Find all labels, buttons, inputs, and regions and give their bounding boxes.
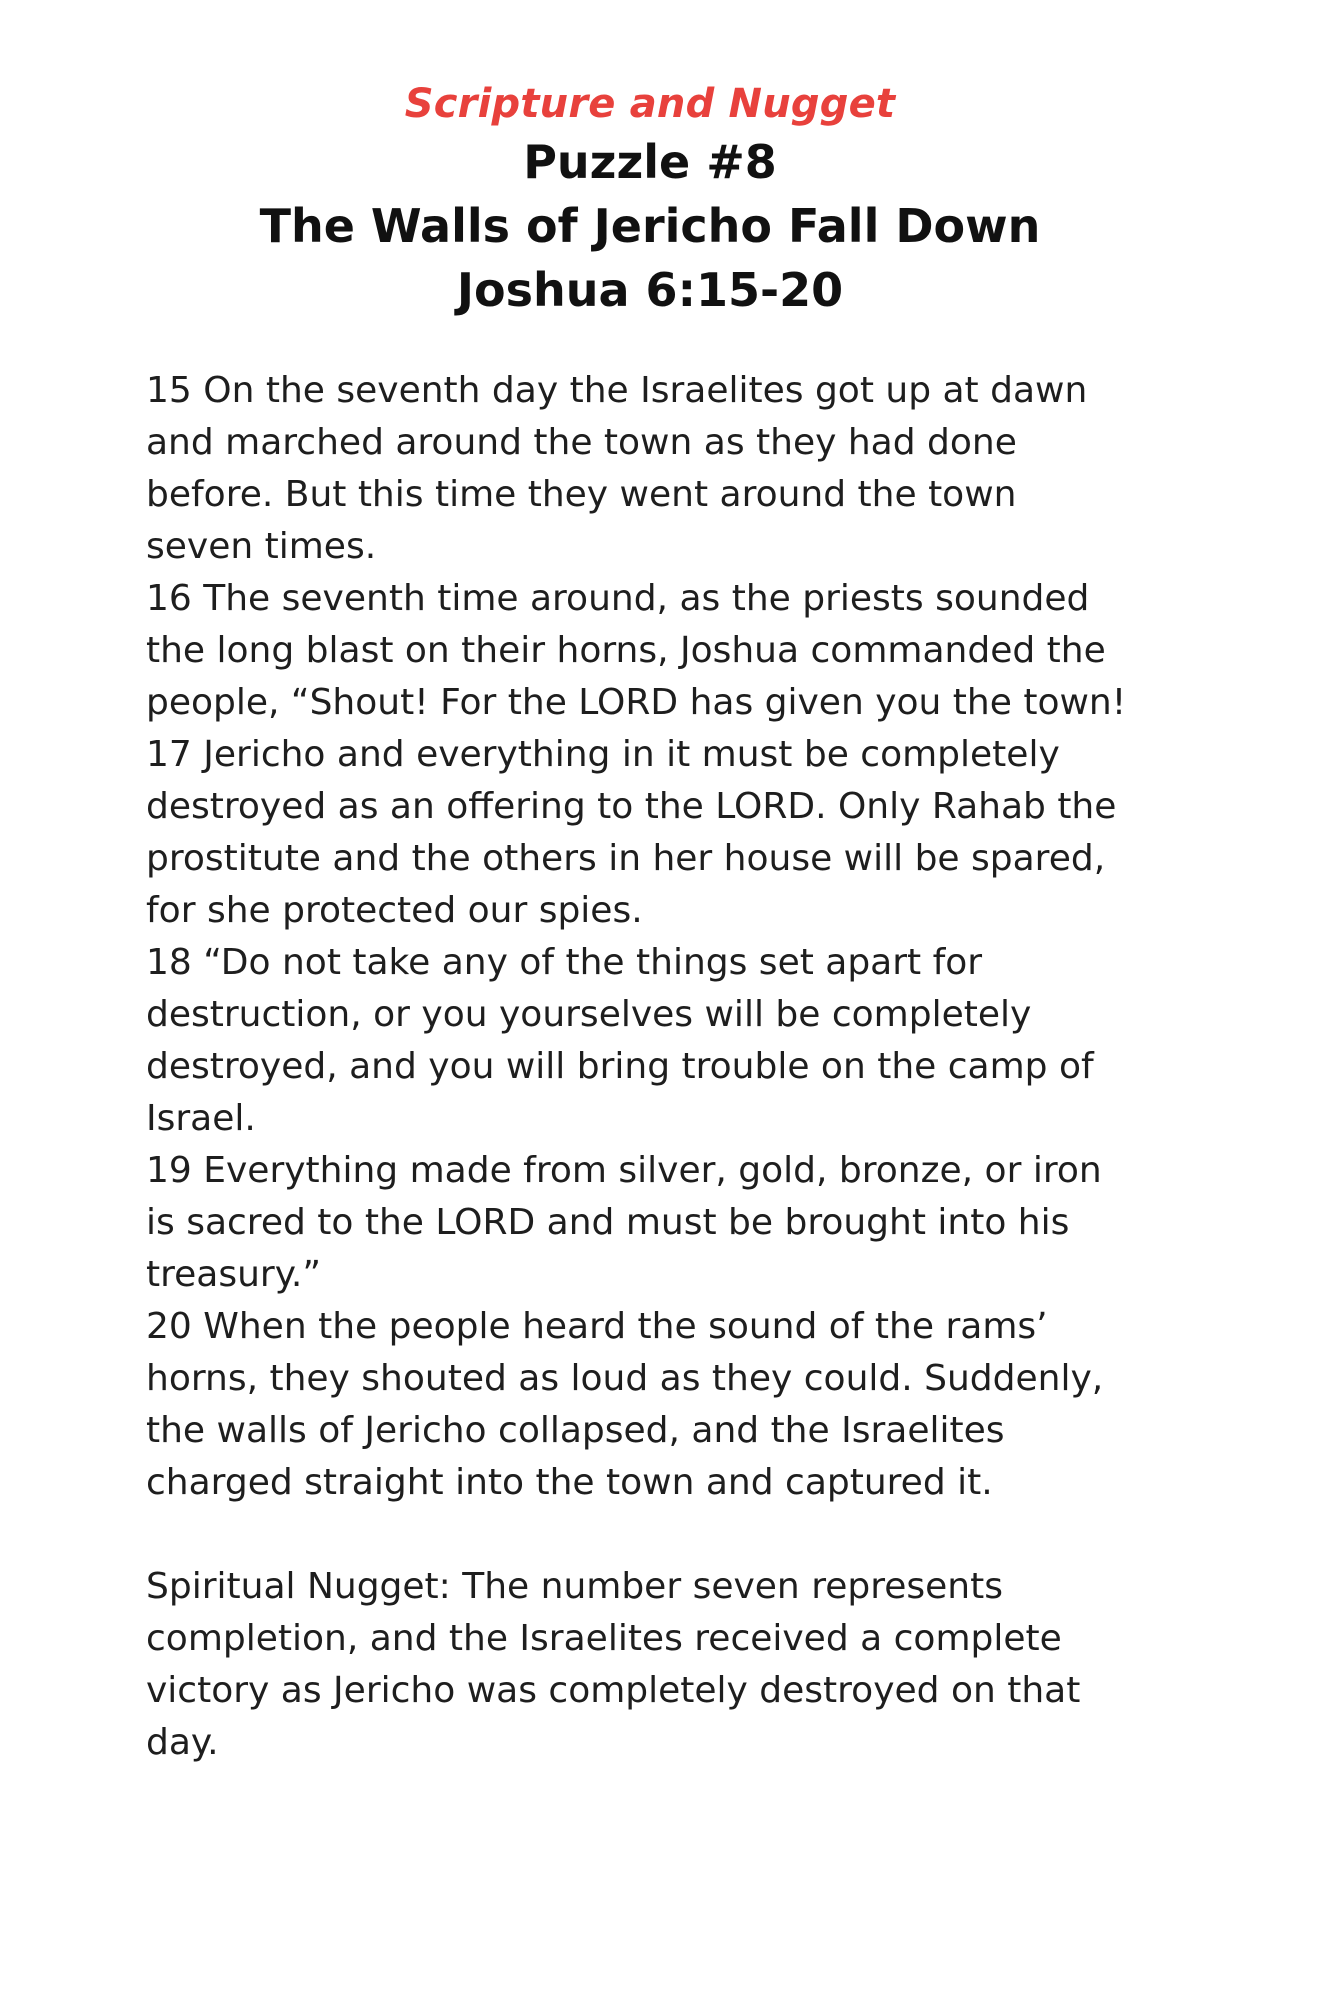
verse-line: for she protected our spies. [146,890,643,931]
verse-line: the walls of Jericho collapsed, and the Israelites [146,1410,1005,1451]
verse-line: seven times. [146,526,377,567]
puzzle-number: Puzzle #8 [523,135,777,189]
verse-line: people, “Shout! For the LORD has given you the town! [146,682,1127,723]
verse-line: 15 On the seventh day the Israelites got up at dawn [146,370,1088,411]
verse-line: before. But this time they went around the town [146,474,1017,515]
verse-line: destruction, or you yourselves will be completely [146,994,1032,1035]
spiritual-nugget [146,1561,1146,1769]
verse-16 [146,573,1146,729]
verse-line: 20 When the people heard the sound of the rams’ [146,1306,1048,1347]
header [0,78,1300,322]
verse-line: treasury.” [146,1254,321,1295]
verse-line: is sacred to the LORD and must be brought into his [146,1202,1070,1243]
scripture-body [146,365,1146,1769]
verse-line: 19 Everything made from silver, gold, bronze, or iron [146,1150,1102,1191]
verse-line: and marched around the town as they had done [146,422,1017,463]
verse-line: destroyed, and you will bring trouble on the camp of [146,1046,1094,1087]
verse-line: 17 Jericho and everything in it must be completely [146,734,1060,775]
nugget-line: completion, and the Israelites received a complete [146,1618,1062,1659]
verse-18 [146,937,1146,1145]
nugget-line: day. [146,1722,219,1763]
verse-19 [146,1145,1146,1301]
verse-line: 16 The seventh time around, as the priests sounded [146,578,1090,619]
verse-15 [146,365,1146,573]
nugget-line: victory as Jericho was completely destroyed on that [146,1670,1081,1711]
verse-line: the long blast on their horns, Joshua commanded the [146,630,1106,671]
page-title: The Walls of Jericho Fall Down [259,199,1041,253]
verse-line: Israel. [146,1098,256,1139]
verse-17 [146,729,1146,937]
verse-line: destroyed as an offering to the LORD. Only Rahab the [146,786,1117,827]
verse-line: horns, they shouted as loud as they could. Suddenly, [146,1358,1104,1399]
verse-20 [146,1301,1146,1509]
kicker-heading: Scripture and Nugget [404,81,896,127]
verse-line: 18 “Do not take any of the things set apart for [146,942,983,983]
verse-line: prostitute and the others in her house will be spared, [146,838,1106,879]
scripture-reference: Joshua 6:15-20 [456,263,844,317]
verse-line: charged straight into the town and captured it. [146,1462,993,1503]
nugget-line: Spiritual Nugget: The number seven represents [146,1566,1003,1607]
